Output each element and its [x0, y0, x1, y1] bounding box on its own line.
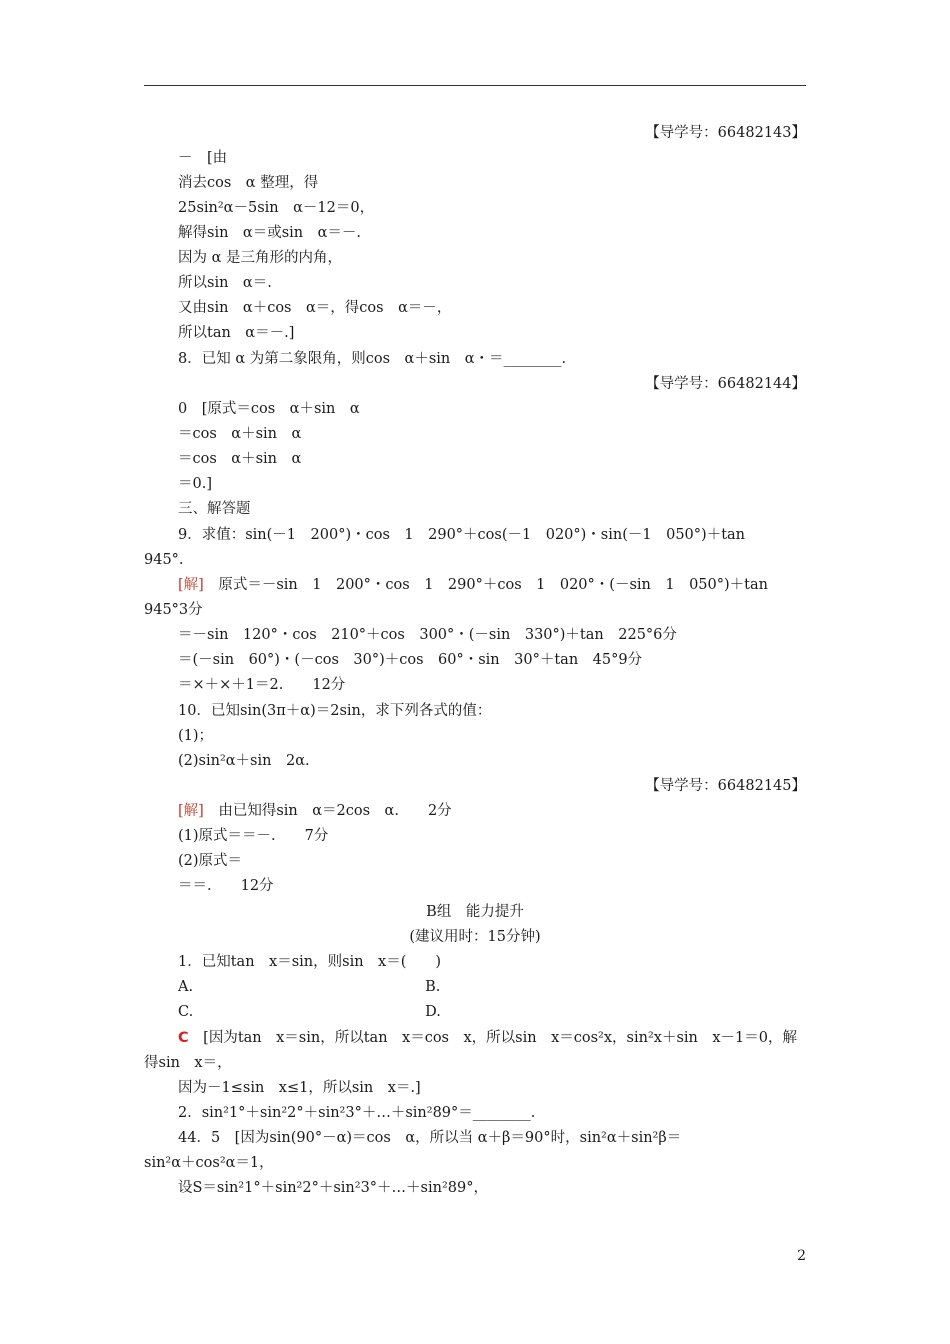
text-line: [178, 1028, 797, 1048]
solution-marker: [解]: [178, 803, 204, 819]
text-line: [178, 625, 677, 645]
text-line: [144, 1153, 274, 1173]
text-line: [144, 550, 184, 570]
line-text: ＝(－sin 60°)・(－cos 30°)＋cos 60°・sin 30°＋tan 45°9分: [178, 652, 643, 668]
line-text: 因为－1≤sin x≤1，所以sin x＝.]: [178, 1080, 421, 1096]
line-text: 10．已知sin(3π＋α)＝2sin，求下列各式的值：: [178, 703, 492, 719]
text-line: [178, 323, 294, 343]
text-line: [178, 198, 374, 218]
line-text: A. B.: [178, 979, 441, 995]
text-line: [178, 826, 328, 846]
line-text: 2．sin²1°＋sin²2°＋sin²3°＋…＋sin²89°＝________.: [178, 1105, 536, 1121]
text-line: [178, 273, 272, 293]
text-line: [178, 248, 342, 268]
text-line: [178, 1078, 421, 1098]
text-line: [178, 1178, 488, 1198]
header-rule: [144, 85, 806, 86]
text-line: [178, 223, 361, 243]
line-text: (2)sin²α＋sin 2α.: [178, 753, 310, 769]
text-line: [645, 123, 806, 143]
line-text: 25sin²α－5sin α－12＝0，: [178, 200, 375, 216]
text-line: [178, 424, 301, 444]
solution-marker: [解]: [178, 577, 204, 593]
line-text: 解得sin α＝或sin α＝－.: [178, 225, 362, 241]
text-line: [178, 726, 213, 746]
text-line: [178, 525, 745, 545]
line-text: 设S＝sin²1°＋sin²2°＋sin²3°＋…＋sin²89°，: [178, 1180, 488, 1196]
line-text: 1．已知tan x＝sin，则sin x＝( ): [178, 954, 442, 970]
text-line: [178, 148, 227, 168]
text-line: [178, 977, 440, 997]
answer-letter: C: [178, 1030, 189, 1046]
line-text: (2)原式＝: [178, 853, 243, 869]
text-line: [178, 675, 345, 695]
line-text: 8．已知 α 为第二象限角，则cos α＋sin α・＝________.: [178, 351, 567, 367]
text-line: [178, 1002, 441, 1022]
text-line: [178, 701, 491, 721]
text-line: [645, 374, 806, 394]
text-line: [144, 600, 203, 620]
text-line: [144, 902, 806, 922]
text-line: [178, 575, 768, 595]
text-line: [144, 1053, 232, 1073]
text-line: [178, 173, 318, 193]
line-text: 9．求值：sin(－1 200°)・cos 1 290°＋cos(－1 020°)・sin(－1 050°)＋tan: [178, 527, 745, 543]
text-line: [178, 474, 212, 494]
text-line: [178, 449, 301, 469]
text-line: [178, 876, 274, 896]
line-text: ＝cos α＋sin α: [178, 426, 302, 442]
line-text: 得sin x＝，: [144, 1055, 232, 1071]
line-text: 945°3分: [144, 602, 203, 618]
line-text: (1)原式＝＝－. 7分: [178, 828, 329, 844]
line-text: ＝＝. 12分: [178, 878, 274, 894]
line-text: (1)；: [178, 728, 214, 744]
line-text: 945°.: [144, 552, 184, 568]
text-line: [178, 801, 452, 821]
text-line: [645, 776, 806, 796]
text-line: [178, 650, 642, 670]
line-text: ＝0.]: [178, 476, 212, 492]
line-text: C. D.: [178, 1004, 441, 1020]
text-line: [178, 952, 441, 972]
line-text: 【导学号：66482144】: [645, 376, 806, 392]
text-line: [178, 751, 310, 771]
line-text: 三、解答题: [178, 501, 251, 517]
text-line: [178, 499, 251, 519]
line-text: ＝－sin 120°・cos 210°＋cos 300°・(－sin 330°)＋tan 225°6分: [178, 627, 677, 643]
line-text: B组 能力提升: [426, 904, 524, 920]
text-line: [144, 927, 806, 947]
line-text: 所以tan α＝－.]: [178, 325, 295, 341]
line-text: 消去cos α 整理，得: [178, 175, 319, 191]
line-text: 【导学号：66482143】: [645, 125, 806, 141]
text-line: [178, 1128, 681, 1148]
line-text: [因为tan x＝sin，所以tan x＝cos x，所以sin x＝cos²x，sin²x＋sin x－1＝0，解: [188, 1030, 798, 1046]
line-text: 0 [原式＝cos α＋sin α: [178, 401, 360, 417]
text-line: [178, 399, 360, 419]
line-text: 因为 α 是三角形的内角，: [178, 250, 343, 266]
line-text: ＝cos α＋sin α: [178, 451, 302, 467]
page-number: 2: [797, 1248, 806, 1264]
text-line: [178, 349, 566, 369]
text-line: [178, 851, 242, 871]
line-text: ＝×＋×＋1＝2. 12分: [178, 677, 346, 693]
line-text: (建议用时：15分钟): [409, 929, 541, 945]
text-line: [178, 1103, 535, 1123]
line-text: － [由: [178, 150, 228, 166]
line-text: sin²α＋cos²α＝1，: [144, 1155, 274, 1171]
line-text: 原式＝－sin 1 200°・cos 1 290°＋cos 1 020°・(－sin 1 050°)＋tan: [203, 577, 768, 593]
line-text: 所以sin α＝.: [178, 275, 272, 291]
line-text: 【导学号：66482145】: [645, 778, 806, 794]
text-line: [178, 298, 451, 318]
line-text: 由已知得sin α＝2cos α. 2分: [203, 803, 452, 819]
line-text: 44．5 [因为sin(90°－α)＝cos α，所以当 α＋β＝90°时，sin²α＋sin²β＝: [178, 1130, 682, 1146]
line-text: 又由sin α＋cos α＝，得cos α＝－，: [178, 300, 452, 316]
